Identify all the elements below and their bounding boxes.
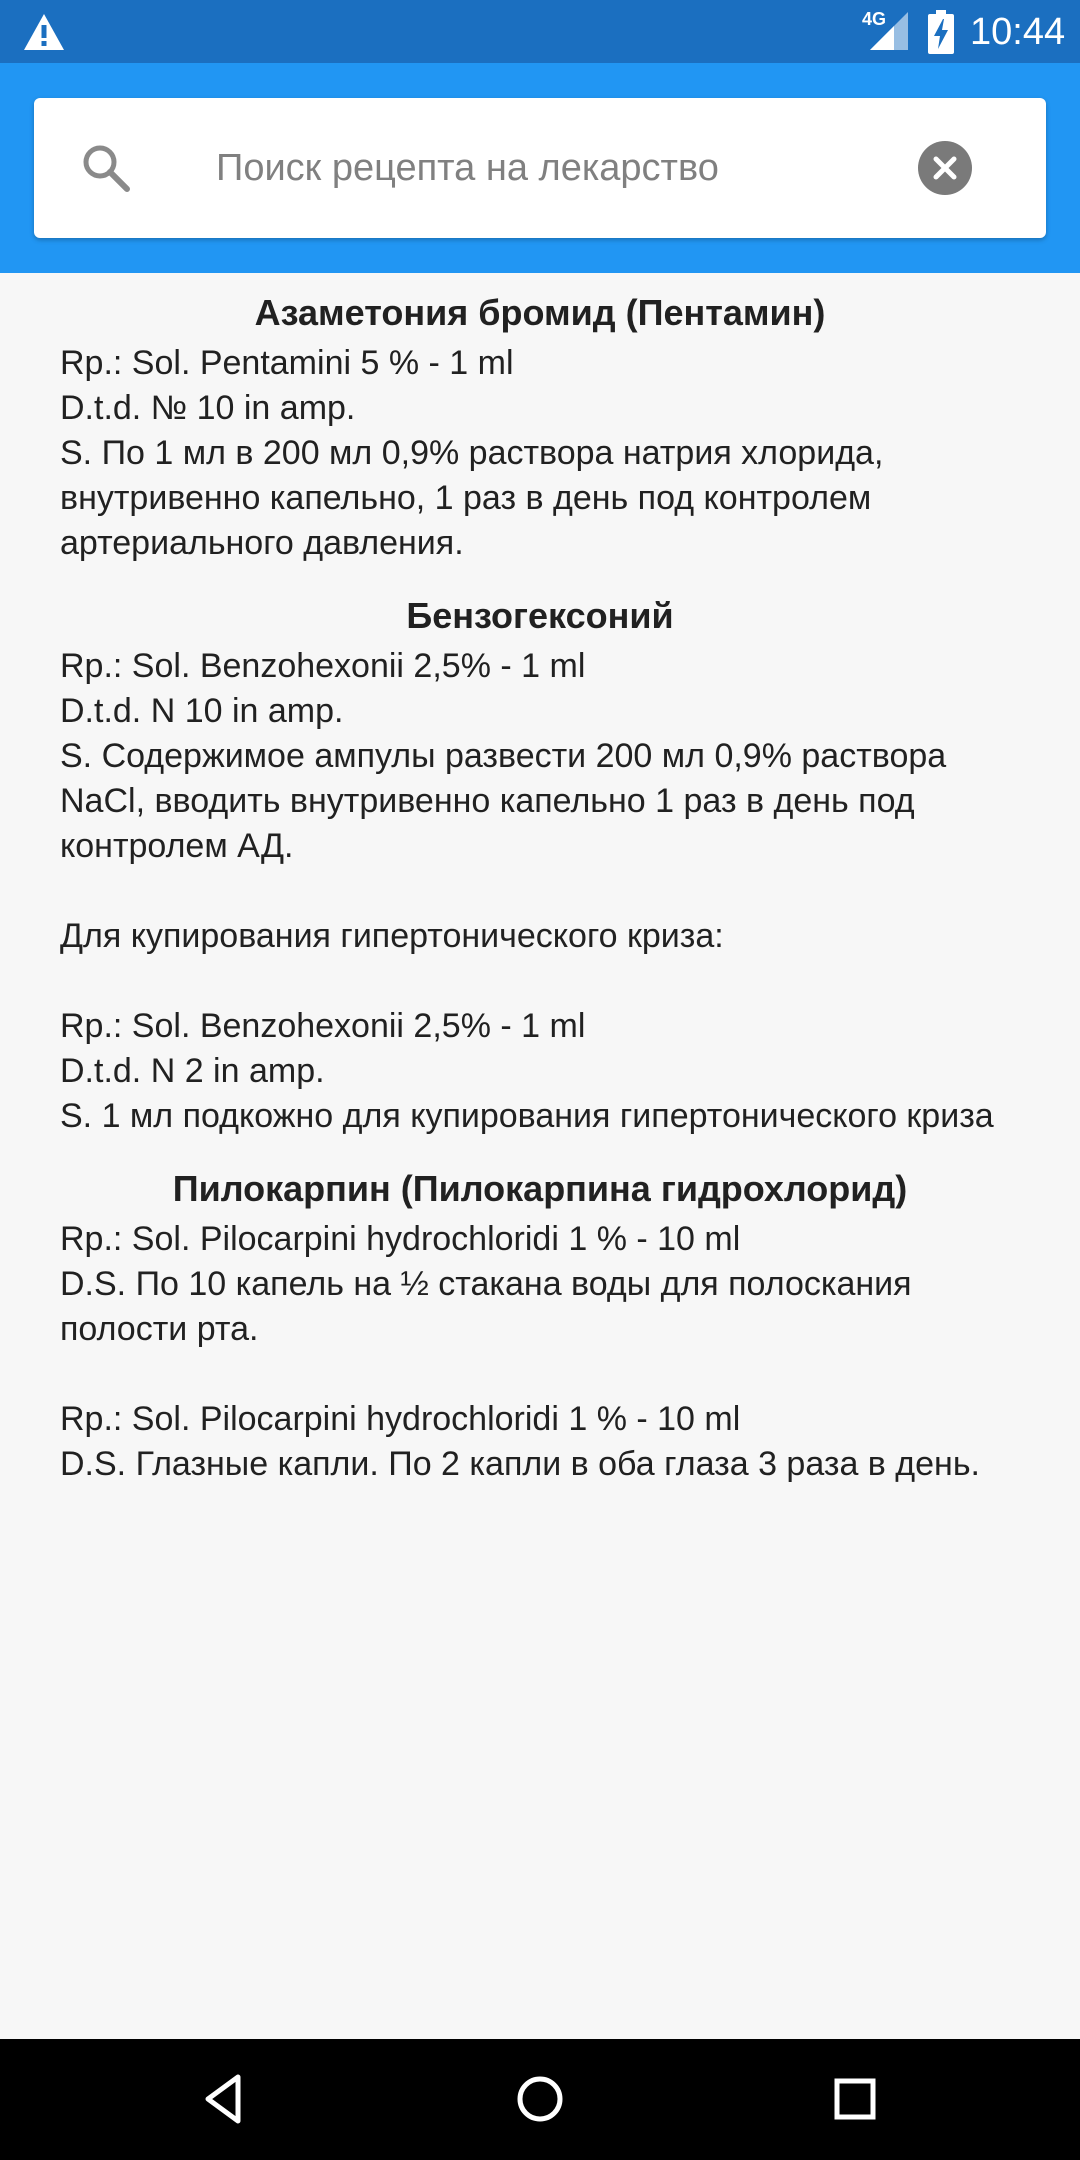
recipe-item bbox=[0, 576, 1080, 1149]
clear-search-button[interactable] bbox=[918, 141, 972, 195]
recipe-list[interactable] bbox=[0, 273, 1080, 2039]
recipe-title: Азаметония бромид (Пентамин) bbox=[254, 292, 826, 333]
warning-icon bbox=[22, 12, 66, 52]
close-icon bbox=[918, 141, 972, 195]
search-box[interactable] bbox=[34, 98, 1046, 238]
search-input[interactable] bbox=[212, 128, 910, 208]
recipe-body: Rp.: Sol. Pilocarpini hydrochloridi 1 % - 10 ml D.S. По 10 капель на ½ стакана воды для полоскания полости рта. Rp.: Sol. Pilocarpini hydrochloridi 1 % - 10 ml D.S. Глазные капли. По 2 капли в оба глаза 3 раза в день. bbox=[60, 1220, 980, 1483]
status-bar bbox=[0, 0, 1080, 63]
recipe-title: Пилокарпин (Пилокарпина гидрохлорид) bbox=[172, 1168, 908, 1209]
recipe-item bbox=[0, 1149, 1080, 1497]
app-bar bbox=[0, 63, 1080, 273]
recipe-body: Rp.: Sol. Pentamini 5 % - 1 ml D.t.d. № 10 in amp. S. По 1 мл в 200 мл 0,9% раствора натрия хлорида, внутривенно капельно, 1 раз в день под контролем артериального давления. bbox=[60, 344, 884, 562]
navigation-bar bbox=[0, 2039, 1080, 2160]
recipe-title: Бензогексоний bbox=[406, 595, 674, 636]
clock: 10:44 bbox=[970, 11, 1066, 53]
network-type: 4G bbox=[862, 9, 887, 29]
back-icon[interactable] bbox=[196, 2069, 256, 2129]
recents-icon[interactable] bbox=[825, 2069, 885, 2129]
battery-charging-icon bbox=[928, 10, 954, 54]
recipe-body: Rp.: Sol. Benzohexonii 2,5% - 1 ml D.t.d. N 10 in amp. S. Содержимое ампулы развести 200 мл 0,9% раствора NaCl, вводить внутривенно капельно 1 раз в день под контролем АД. Для купирования гипертонического криза: Rp.: Sol. Benzohexonii 2,5% - 1 ml D.t.d. N 2 in amp. S. 1 мл подкожно для купирования гипертонического криза bbox=[60, 647, 994, 1135]
recipe-item bbox=[0, 273, 1080, 576]
search-icon[interactable] bbox=[80, 142, 132, 194]
home-icon[interactable] bbox=[510, 2069, 570, 2129]
